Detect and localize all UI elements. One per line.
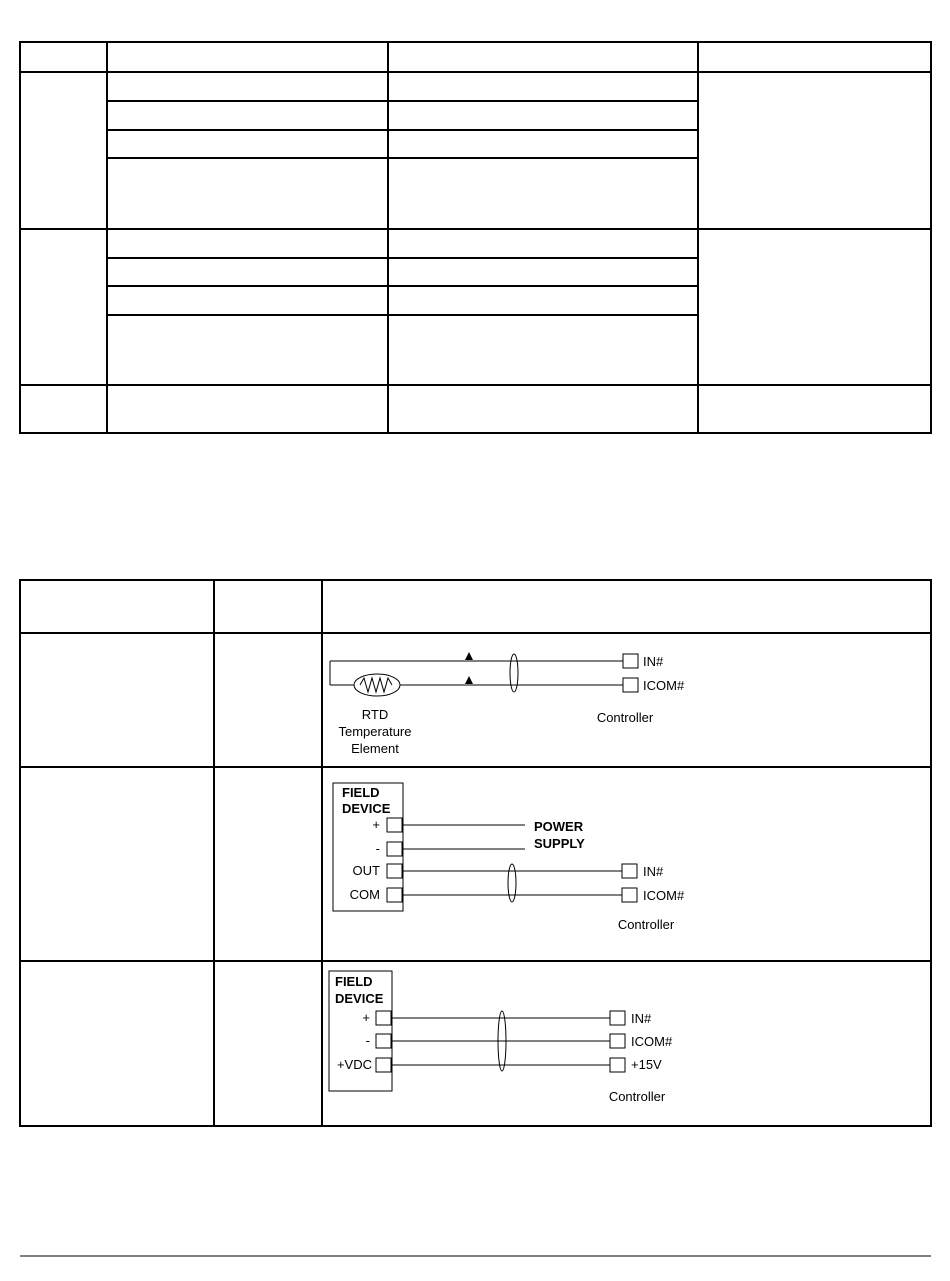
term-minus-label: - [365, 1033, 370, 1048]
spec-table-grid [20, 42, 931, 433]
terminal-icom-box [623, 678, 638, 692]
wiring-table-grid [20, 580, 931, 1126]
rtd-wiring-diagram [330, 652, 685, 756]
drain-marks [465, 652, 473, 684]
terminal-15v-box [610, 1058, 625, 1072]
term-plus-label: + [362, 1010, 370, 1025]
terminal-15v-label: +15V [631, 1057, 662, 1072]
shield-icon [510, 654, 518, 692]
three-wire-diagram [329, 971, 673, 1104]
device-label-2: DEVICE [335, 991, 384, 1006]
controller-label: Controller [617, 917, 675, 932]
terminal-vdc-box [376, 1058, 391, 1072]
term-com-label: COM [349, 887, 380, 902]
rtd-element-label-1: RTD [361, 707, 389, 722]
terminal-icom-label: ICOM# [643, 888, 685, 903]
terminal-minus-box [376, 1034, 391, 1048]
controller-label: Controller [608, 1089, 666, 1104]
rtd-terminal-in-label: IN# [643, 654, 664, 669]
field-device-box [329, 971, 392, 1091]
rtd-controller-label: Controller [596, 710, 654, 725]
rtd-element-label-3: Element [351, 741, 399, 756]
terminal-in-label: IN# [631, 1011, 652, 1026]
power-supply-label-2: SUPPLY [534, 836, 585, 851]
terminal-com-box [387, 888, 402, 902]
power-supply-label-1: POWER [534, 819, 584, 834]
terminal-in-box [622, 864, 637, 878]
terminal-icom-box [622, 888, 637, 902]
device-label-1: FIELD [335, 974, 373, 989]
terminal-plus-box [376, 1011, 391, 1025]
terminal-out-box [387, 864, 402, 878]
shield-icon [508, 864, 516, 902]
device-label-1: FIELD [342, 785, 380, 800]
terminal-in-label: IN# [643, 864, 664, 879]
rtd-element-label-2: Temperature [338, 724, 412, 739]
two-wire-diagram [333, 783, 685, 932]
terminal-minus-box [387, 842, 402, 856]
term-out-label: OUT [352, 863, 380, 878]
device-label-2: DEVICE [342, 801, 391, 816]
terminal-in-box [610, 1011, 625, 1025]
term-vdc-label: +VDC [336, 1057, 372, 1072]
term-minus-label: - [375, 841, 380, 856]
rtd-terminal-icom-label: ICOM# [643, 678, 685, 693]
terminal-icom-label: ICOM# [631, 1034, 673, 1049]
terminal-in-box [623, 654, 638, 668]
rtd-element-icon [354, 674, 400, 696]
terminal-icom-box [610, 1034, 625, 1048]
terminal-plus-box [387, 818, 402, 832]
term-plus-label: + [372, 817, 380, 832]
